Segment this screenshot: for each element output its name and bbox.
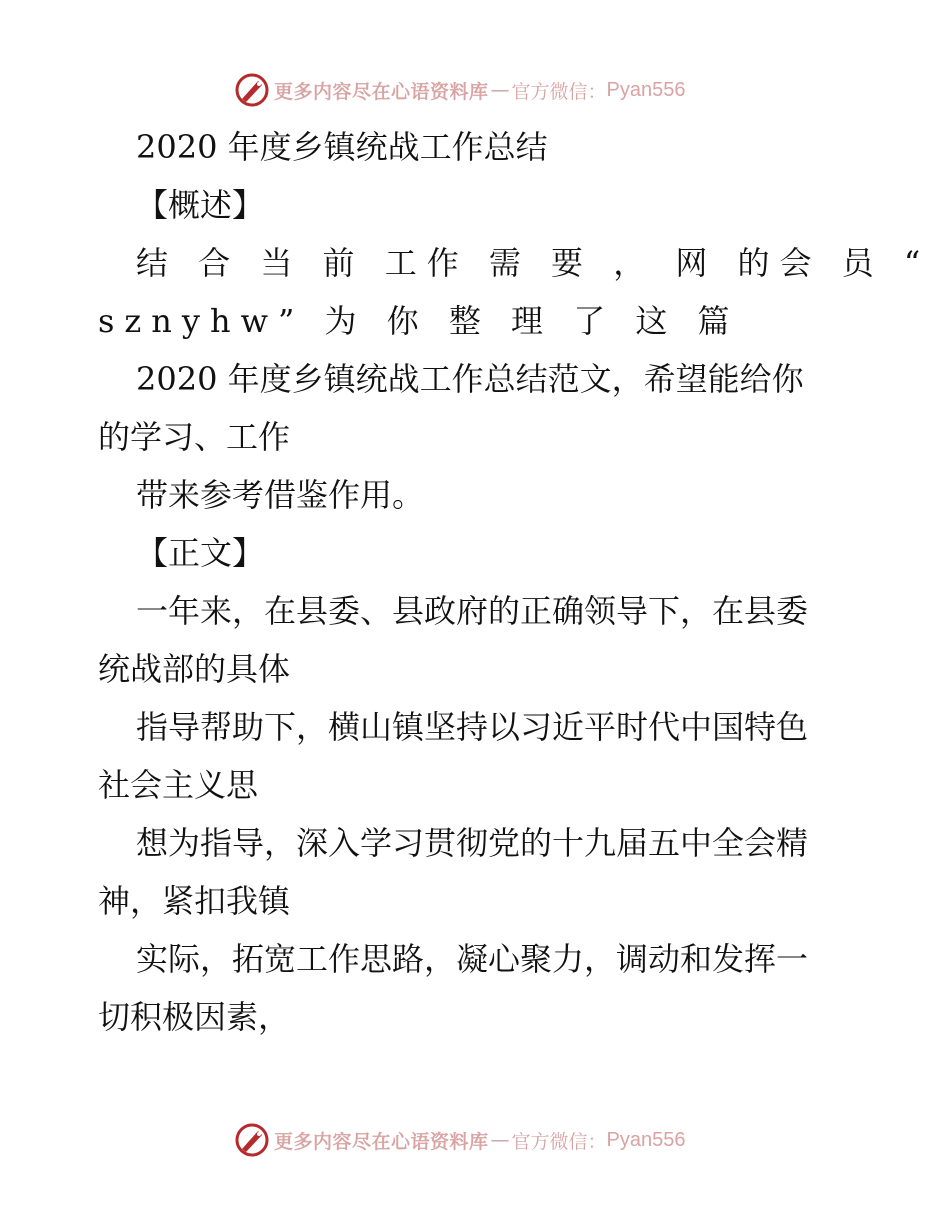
pen-nib-logo-icon: [234, 72, 270, 108]
paragraph-line: 带来参考借鉴作用。: [136, 476, 425, 514]
paragraph-line: 想为指导，深入学习贯彻党的十九届五中全会精: [136, 824, 809, 862]
paragraph-line: 统战部的具体: [98, 650, 291, 688]
watermark-wechat-id: Pyan556: [606, 78, 686, 101]
paragraph-line: 的学习、工作: [98, 418, 291, 456]
section-heading-body: 【正文】: [136, 534, 265, 572]
paragraph-line: 神，紧扣我镇: [98, 882, 291, 920]
section-heading-overview: 【概述】: [136, 186, 265, 224]
paragraph-line: 切积极因素，: [98, 998, 291, 1036]
watermark-separator: —: [490, 1129, 510, 1151]
paragraph-line: 一年来，在县委、县政府的正确领导下，在县委: [136, 592, 809, 630]
watermark-wechat-id: Pyan556: [606, 1128, 686, 1151]
doc-title: 2020 年度乡镇统战工作总结: [136, 128, 548, 166]
paragraph-line: 社会主义思: [98, 766, 259, 804]
paragraph-line: sznyhw” 为 你 整 理 了 这 篇: [98, 302, 740, 340]
watermark-footer: [234, 1120, 754, 1160]
watermark-site-text: 更多内容尽在心语资料库: [274, 1130, 489, 1153]
watermark-wechat-label: 官方微信：: [511, 1130, 607, 1153]
paragraph-line: 结 合 当 前 工作 需 要 ， 网 的会 员 “: [136, 244, 931, 282]
paragraph-line: 指导帮助下，横山镇坚持以习近平时代中国特色: [136, 708, 809, 746]
paragraph-line: 实际，拓宽工作思路，凝心聚力，调动和发挥一: [136, 940, 809, 978]
watermark-wechat-label: 官方微信：: [511, 80, 607, 103]
paragraph-line: 2020 年度乡镇统战工作总结范文，希望能给你: [136, 360, 804, 398]
document-body: [98, 118, 931, 1046]
watermark-separator: —: [490, 79, 510, 101]
watermark-site-text: 更多内容尽在心语资料库: [274, 80, 489, 103]
pen-nib-logo-icon: [234, 1122, 270, 1158]
watermark-header: [234, 70, 754, 110]
